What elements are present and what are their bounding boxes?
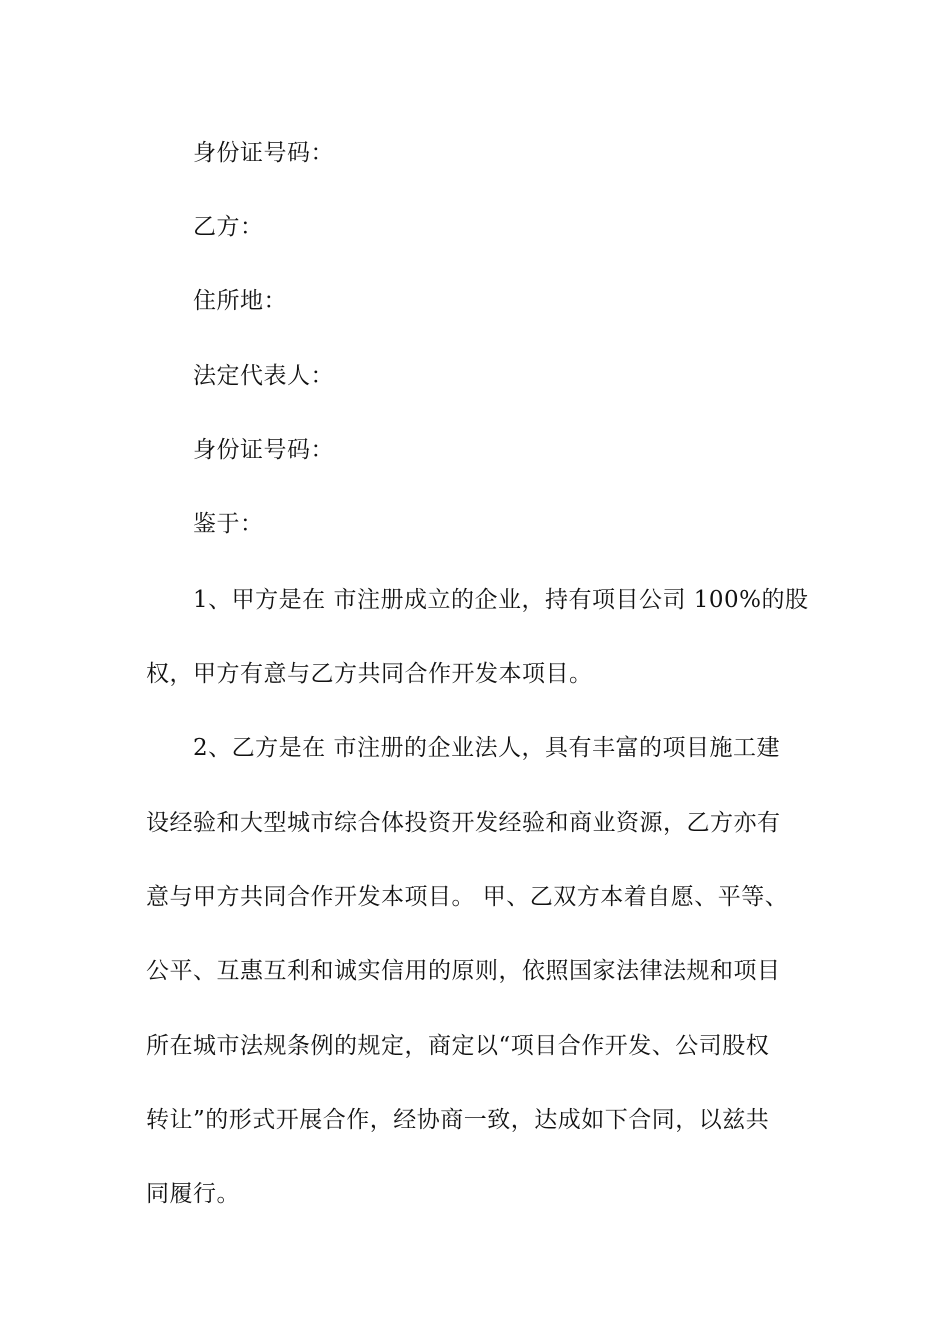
- clause-2-line-5: 所在城市法规条例的规定，商定以“项目合作开发、公司股权: [146, 1033, 770, 1059]
- clause-1-line-2: 权，甲方有意与乙方共同合作开发本项目。: [146, 661, 593, 687]
- clause-1-line-1: 1、甲方是在 市注册成立的企业，持有项目公司 100%的股: [193, 587, 809, 613]
- party-b-address-label: 住所地：: [193, 288, 287, 314]
- party-b-legal-representative-label: 法定代表人：: [193, 363, 334, 389]
- party-a-id-number-label: 身份证号码：: [193, 140, 334, 166]
- party-b-id-number-label: 身份证号码：: [193, 437, 334, 463]
- clause-2-line-7: 同履行。: [146, 1181, 240, 1207]
- party-b-label: 乙方：: [193, 214, 264, 240]
- clause-2-line-2: 设经验和大型城市综合体投资开发经验和商业资源，乙方亦有: [146, 810, 781, 836]
- clause-2-line-3: 意与甲方共同合作开发本项目。 甲、乙双方本着自愿、平等、: [146, 884, 789, 910]
- whereas-heading: 鉴于：: [193, 511, 264, 537]
- clause-2-line-4: 公平、互惠互利和诚实信用的原则，依照国家法律法规和项目: [146, 958, 781, 984]
- clause-2-line-1: 2、乙方是在 市注册的企业法人，具有丰富的项目施工建: [193, 735, 780, 761]
- clause-2-line-6: 转让”的形式开展合作，经协商一致，达成如下合同，以兹共: [146, 1107, 770, 1133]
